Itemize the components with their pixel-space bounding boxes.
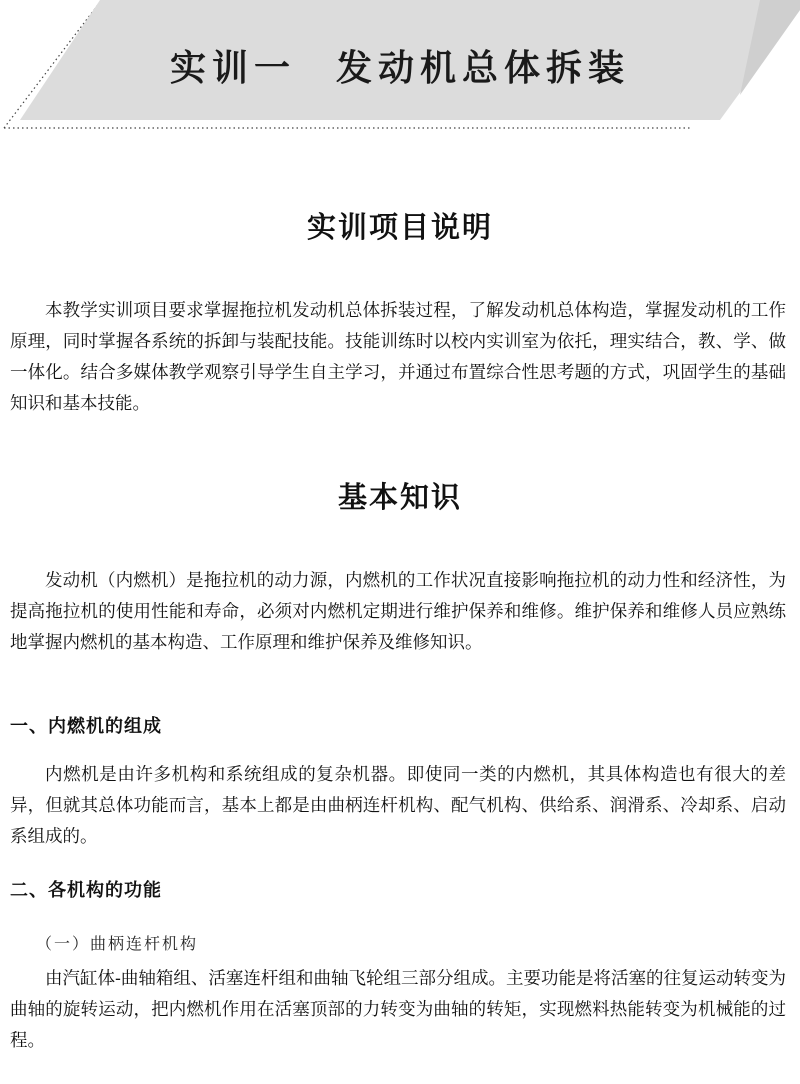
basics-heading: 基本知识 — [337, 480, 462, 514]
section1-paragraph: 内燃机是由许多机构和系统组成的复杂机器。即使同一类的内燃机，其具体构造也有很大的差异，但就其总体功能而言，基本上都是由曲柄连杆机构、配气机构、供给系、润滑系、冷却系、启动系组成的。 — [10, 765, 786, 847]
intro-paragraph: 本教学实训项目要求掌握拖拉机发动机总体拆装过程，了解发动机总体构造，掌握发动机的工作原理，同时掌握各系统的拆卸与装配技能。技能训练时以校内实训室为依托，理实结合，教、学、做一体化。结合多媒体教学观察引导学生自主学习，并通过布置综合性思考题的方式，巩固学生的基础知识和基本技能。 — [10, 301, 786, 414]
subsection1-heading: （一）曲柄连杆机构 — [36, 934, 199, 953]
section2-heading: 二、各机构的功能 — [10, 880, 162, 901]
chapter-title — [0, 40, 800, 91]
section1-heading: 一、内燃机的组成 — [10, 716, 162, 737]
intro-heading: 实训项目说明 — [306, 210, 493, 244]
basics-paragraph: 发动机（内燃机）是拖拉机的动力源，内燃机的工作状况直接影响拖拉机的动力性和经济性，为提高拖拉机的使用性能和寿命，必须对内燃机定期进行维护保养和维修。维护保养和维修人员应熟练地掌握内燃机的基本构造、工作原理和维护保养及维修知识。 — [10, 571, 786, 653]
chapter-name: 发动机总体拆装 — [336, 48, 631, 89]
chapter-banner — [0, 0, 800, 135]
subsection1-paragraph: 由汽缸体-曲轴箱组、活塞连杆组和曲轴飞轮组三部分组成。主要功能是将活塞的往复运动转变为曲轴的旋转运动，把内燃机作用在活塞顶部的力转变为曲轴的转矩，实现燃料热能转变为机械能的过程。 — [10, 969, 786, 1051]
chapter-label: 实训一 — [169, 48, 296, 89]
